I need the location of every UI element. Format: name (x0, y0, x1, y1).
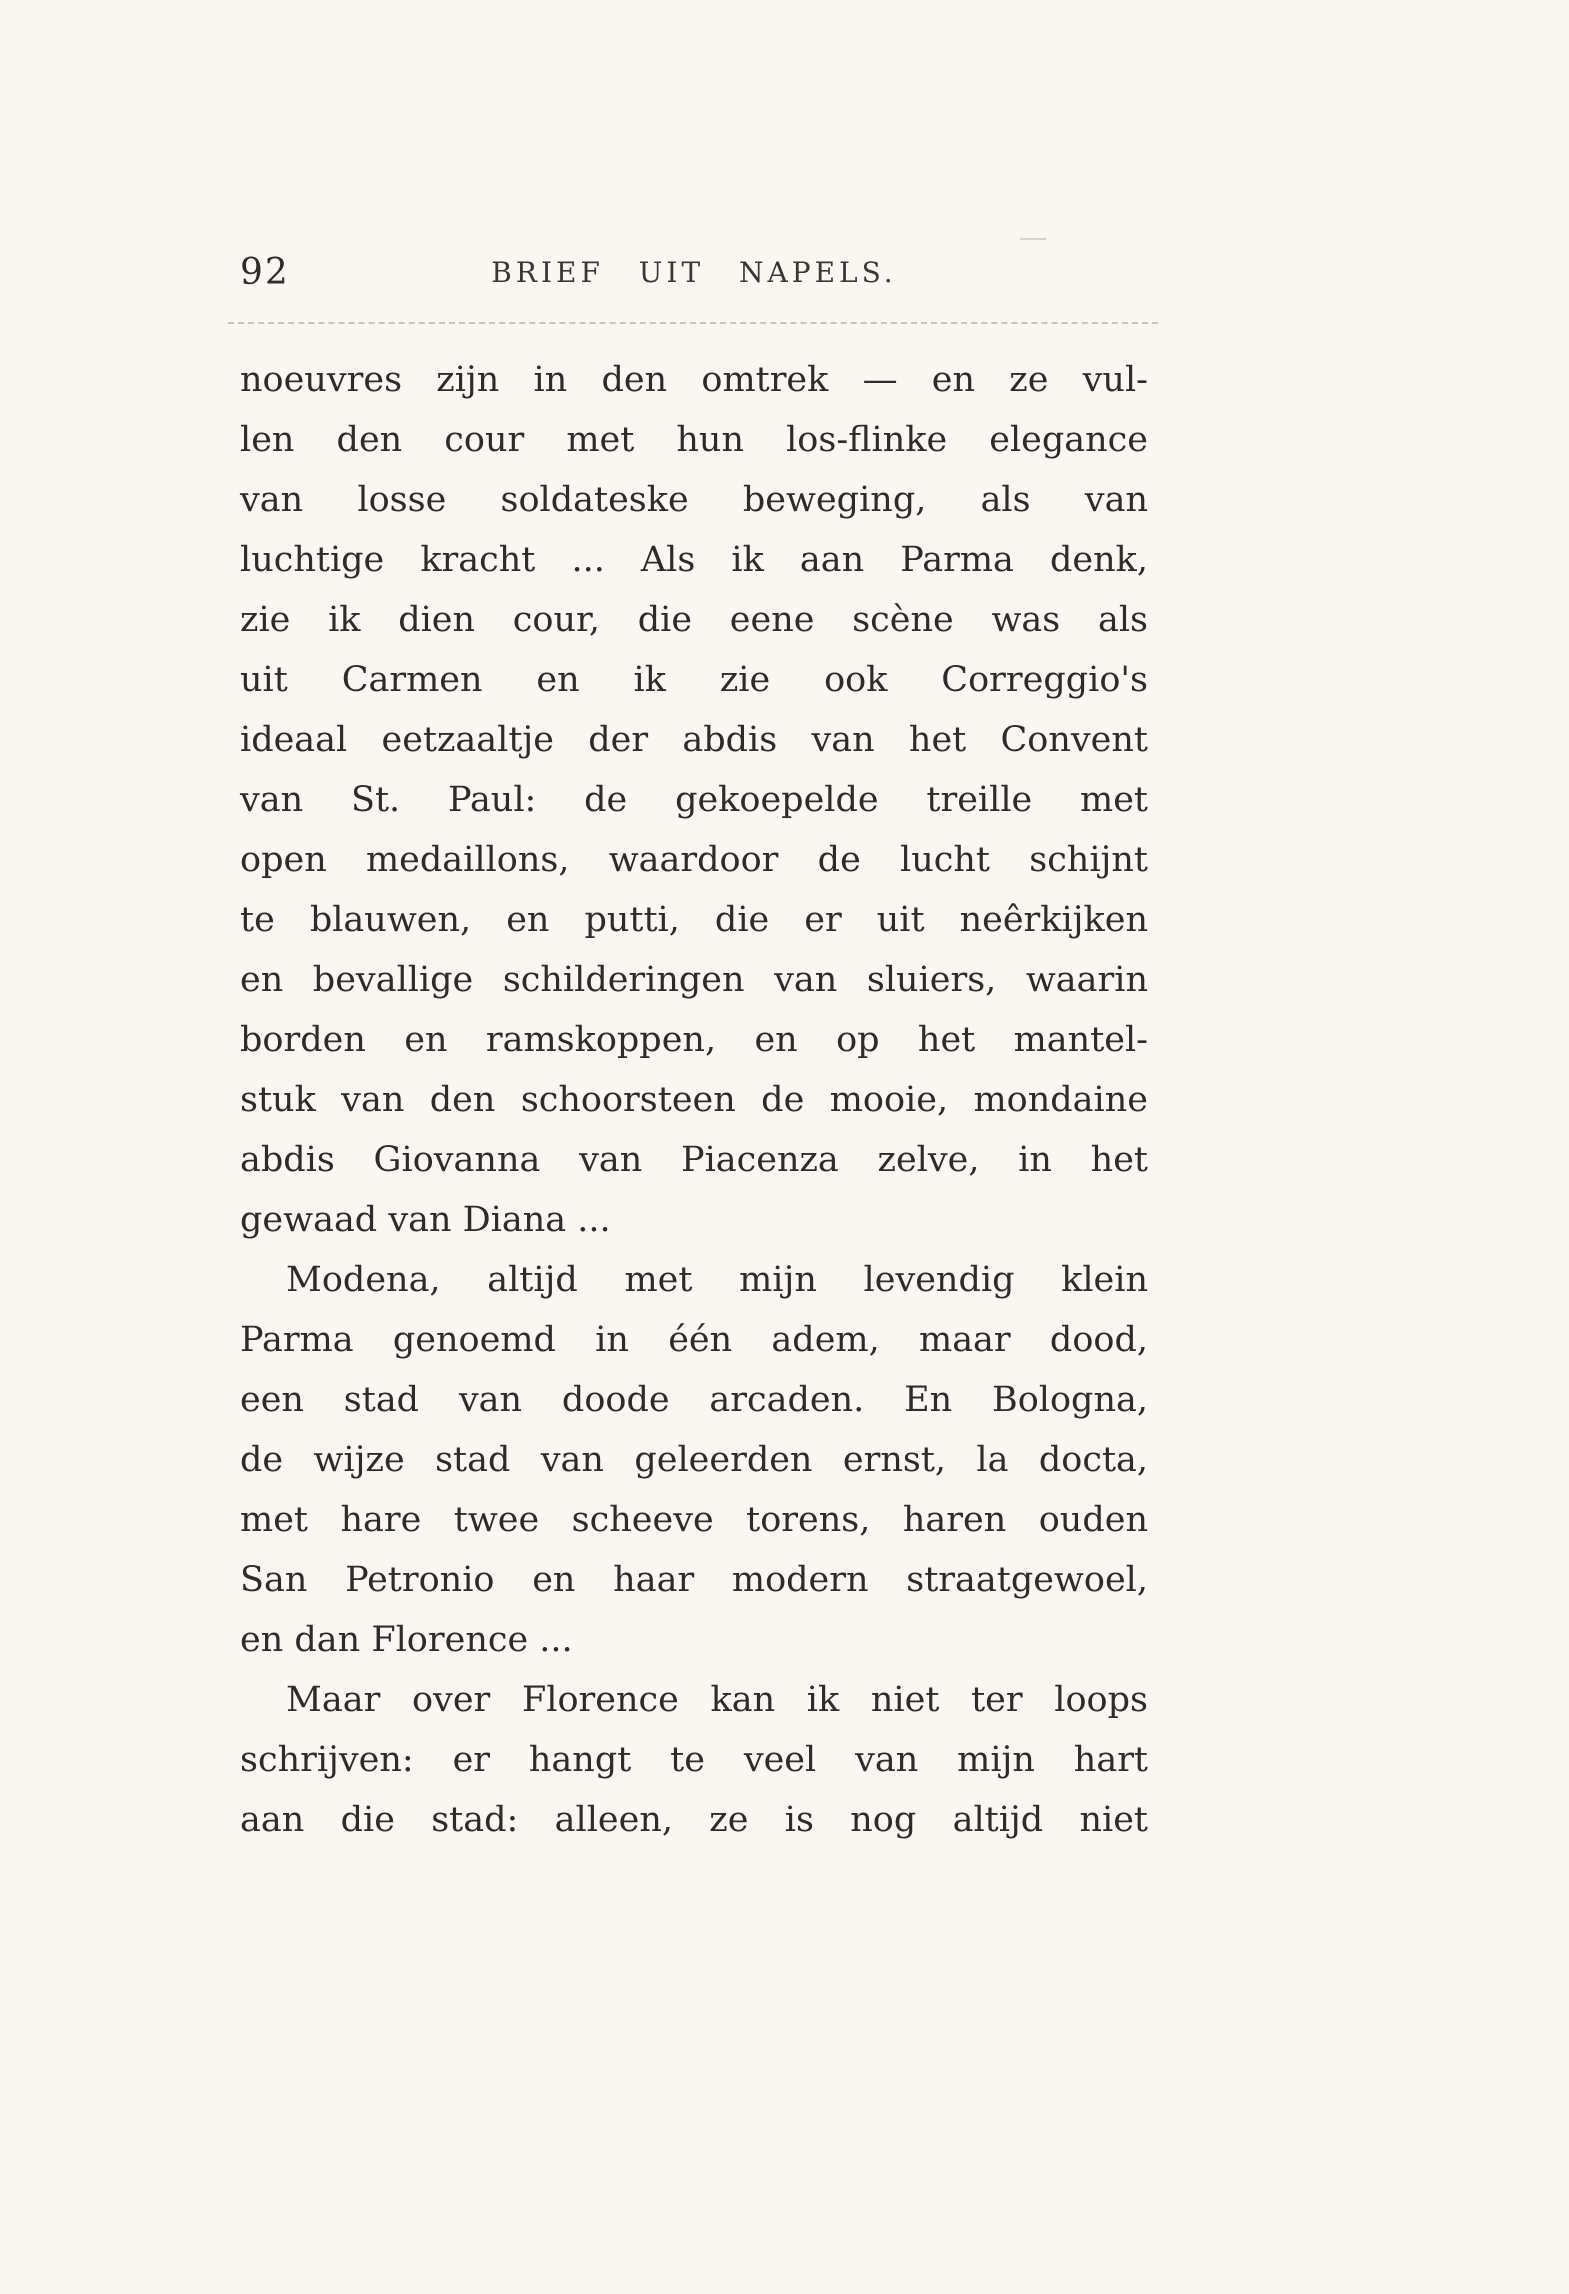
text-line: zie ik dien cour, die eene scène was als (240, 600, 1148, 640)
text-line: stuk van den schoorsteen de mooie, mondaine (240, 1080, 1148, 1120)
text-line: Modena, altijd met mijn levendig klein (286, 1260, 1148, 1300)
text-line: len den cour met hun los-flinke elegance (240, 420, 1148, 460)
text-line: met hare twee scheeve torens, haren ouden (240, 1500, 1148, 1540)
header-rule (228, 322, 1158, 324)
text-line: San Petronio en haar modern straatgewoel, (240, 1560, 1148, 1600)
text-line: de wijze stad van geleerden ernst, la docta, (240, 1440, 1148, 1480)
text-line: een stad van doode arcaden. En Bologna, (240, 1380, 1148, 1420)
text-line: van St. Paul: de gekoepelde treille met (240, 780, 1148, 820)
text-line: Maar over Florence kan ik niet ter loops (286, 1680, 1148, 1720)
body-text (240, 350, 1148, 1850)
text-line: en dan Florence ... (240, 1620, 573, 1660)
text-line: open medaillons, waardoor de lucht schijnt (240, 840, 1148, 880)
text-line: luchtige kracht ... Als ik aan Parma denk, (240, 540, 1148, 580)
text-line: en bevallige schilderingen van sluiers, waarin (240, 960, 1148, 1000)
text-line: uit Carmen en ik zie ook Correggio's (240, 660, 1148, 700)
page-number: 92 (240, 252, 290, 293)
page-header (240, 252, 1148, 298)
text-line: van losse soldateske beweging, als van (240, 480, 1148, 520)
text-line: aan die stad: alleen, ze is nog altijd niet (240, 1800, 1148, 1840)
text-line: noeuvres zijn in den omtrek — en ze vul- (240, 360, 1148, 400)
text-line: schrijven: er hangt te veel van mijn hart (240, 1740, 1148, 1780)
scan-artifact (1020, 238, 1046, 240)
text-line: ideaal eetzaaltje der abdis van het Convent (240, 720, 1148, 760)
text-line: abdis Giovanna van Piacenza zelve, in het (240, 1140, 1148, 1180)
text-line: Parma genoemd in één adem, maar dood, (240, 1320, 1148, 1360)
running-head-title: BRIEF UIT NAPELS. (491, 256, 897, 289)
text-line: te blauwen, en putti, die er uit neêrkijken (240, 900, 1148, 940)
text-line: borden en ramskoppen, en op het mantel- (240, 1020, 1148, 1060)
text-line: gewaad van Diana ... (240, 1200, 611, 1240)
